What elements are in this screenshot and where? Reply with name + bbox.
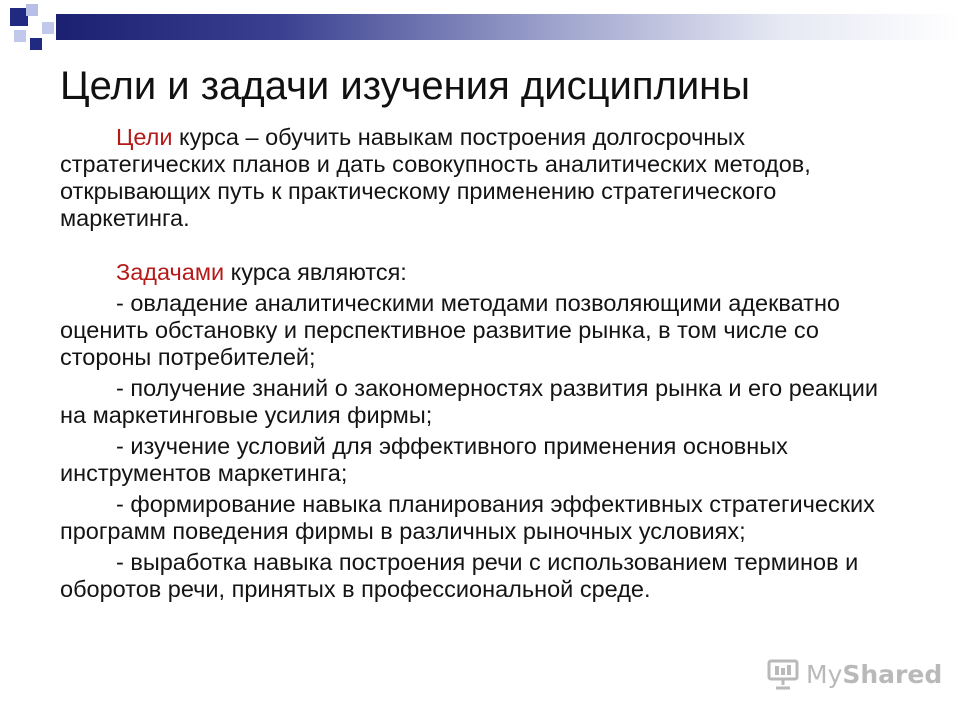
paragraph-gap [60,232,900,259]
tasks-intro [60,259,900,286]
task-item: - выработка навыка построения речи с использованием терминов и оборотов речи, принятых в профессиональной среде. [60,549,859,602]
goals-text: курса – обучить навыкам построения долгосрочных стратегических планов и дать совокупность аналитических методов, открывающих путь к практическому применению стратегического маркетинга. [60,124,811,231]
slide-body [60,124,900,603]
goals-paragraph [60,124,900,232]
corner-square-light [26,4,38,16]
task-item: - изучение условий для эффективного применения основных инструментов маркетинга; [60,433,788,486]
myshared-watermark [766,654,942,694]
task-item: - овладение аналитическими методами позволяющими адекватно оценить обстановку и перспективное развитие рынка, в том числе со стороны потребителей; [60,290,840,370]
slide-title: Цели и задачи изучения дисциплины [60,64,750,108]
tasks-intro-text: курса являются: [224,259,407,285]
presentation-screen-icon [766,657,800,691]
task-item: - формирование навыка планирования эффективных стратегических программ поведения фирмы в различных рыночных условиях; [60,491,875,544]
corner-square-dark [30,38,42,50]
watermark-brand: MyShared [806,659,943,689]
corner-square-light [14,30,26,42]
header-gradient-bar [56,14,960,40]
corner-square-light [42,22,54,34]
task-item: - получение знаний о закономерностях развития рынка и его реакции на маркетинговые усилия фирмы; [60,375,878,428]
goals-label: Цели [116,124,173,150]
tasks-label: Задачами [116,259,225,285]
